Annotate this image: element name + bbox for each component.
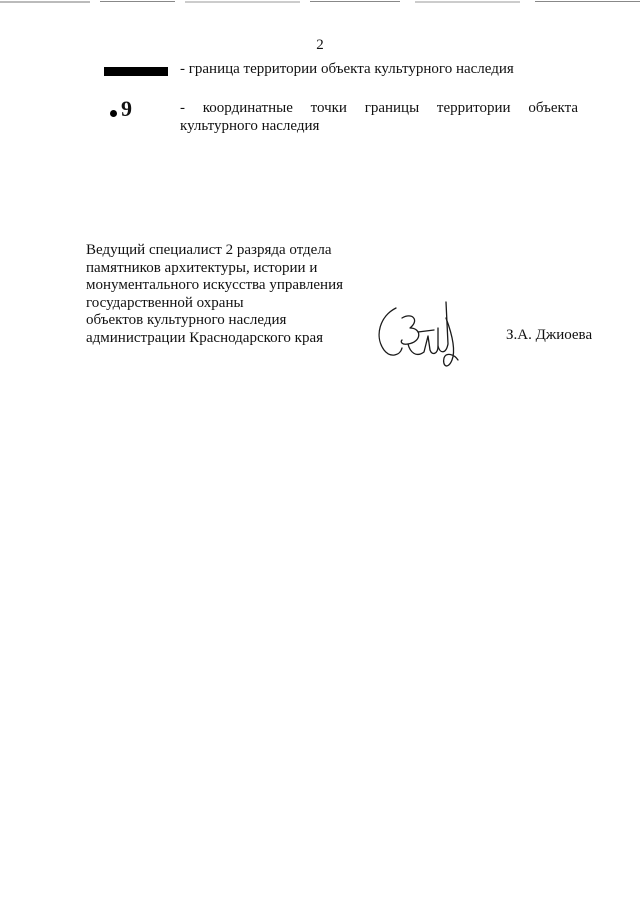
scan-edge-lines xyxy=(0,0,640,6)
position-line: монументального искусства управления xyxy=(86,277,343,293)
position-line: государственной охраны xyxy=(86,294,244,311)
point-dot-icon xyxy=(110,110,117,117)
position-line: администрации Краснодарского края xyxy=(86,329,324,346)
boundary-line-symbol xyxy=(104,67,168,76)
legend-text-boundary: - граница территории объекта культурного наследия xyxy=(180,61,514,77)
page-number: 2 xyxy=(316,37,324,53)
legend-text-points: - координатные точки границы территории объекта культурного наследия xyxy=(180,100,578,134)
handwritten-signature xyxy=(372,298,464,372)
signer-position xyxy=(86,242,356,347)
signer-name: З.А. Джиоева xyxy=(506,327,593,343)
position-line: памятников архитектуры, истории и xyxy=(86,259,318,276)
position-line: Ведущий специалист 2 разряда отдела xyxy=(86,242,332,258)
legend-item-points xyxy=(104,96,580,140)
position-line: объектов культурного наследия xyxy=(86,312,287,328)
point-symbol-label: 9 xyxy=(121,96,132,121)
legend-item-boundary xyxy=(104,60,534,82)
point-symbol xyxy=(110,96,132,122)
